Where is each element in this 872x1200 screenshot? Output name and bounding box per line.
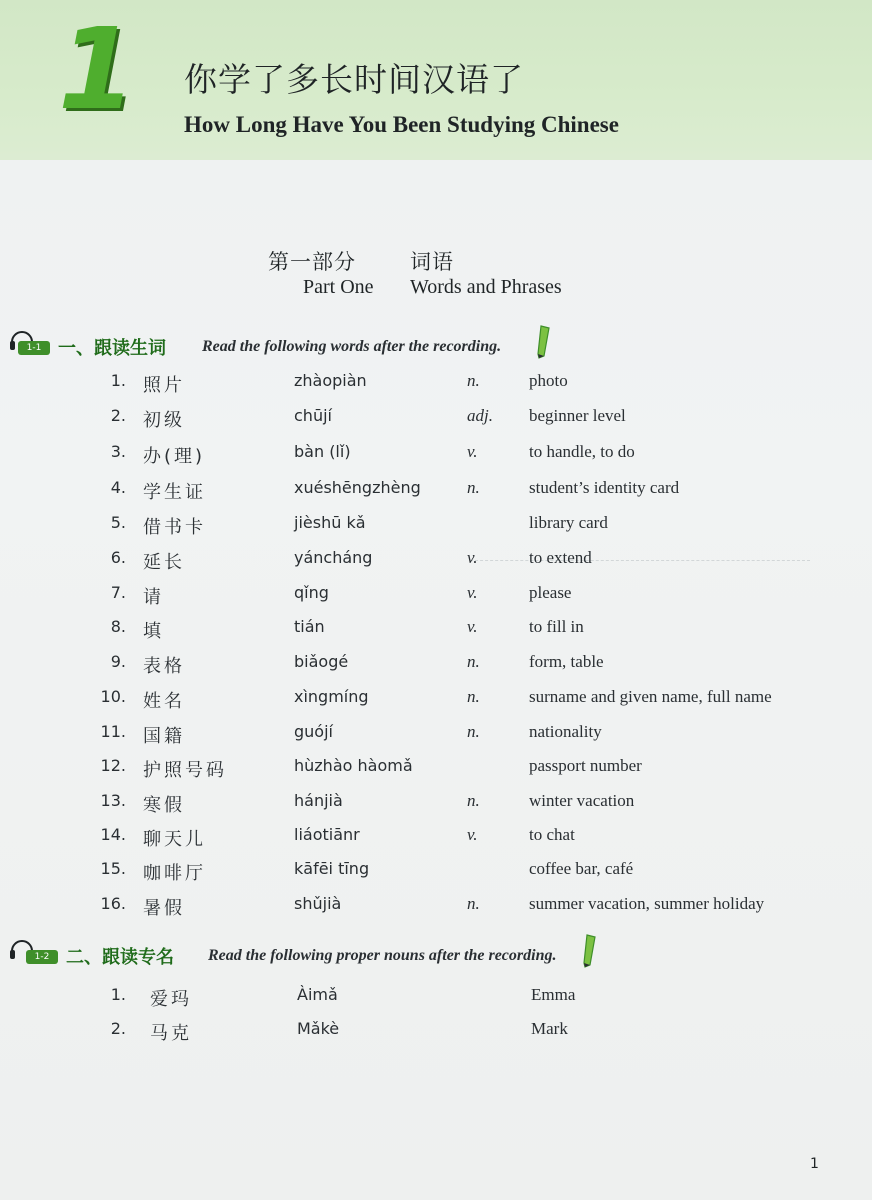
item-translation: coffee bar, café xyxy=(529,859,634,878)
item-hanzi: 借书卡 xyxy=(143,517,206,538)
item-part-of-speech: v. xyxy=(467,548,478,567)
item-number: 1. xyxy=(110,371,126,390)
item-number: 11. xyxy=(100,722,126,741)
item-number: 8. xyxy=(110,617,126,636)
item-hanzi: 请 xyxy=(143,587,164,608)
item-translation: to chat xyxy=(529,825,575,844)
chapter-number: 1 xyxy=(58,5,136,135)
item-hanzi: 咖啡厅 xyxy=(143,863,206,884)
section-heading-proper-nouns xyxy=(0,945,872,975)
item-part-of-speech: v. xyxy=(467,825,478,844)
part-topic-chinese: 词语 xyxy=(410,250,454,274)
item-number: 1. xyxy=(110,985,126,1004)
item-pinyin: chūjí xyxy=(294,406,332,425)
item-hanzi: 照片 xyxy=(143,375,185,396)
item-translation: surname and given name, full name xyxy=(529,687,772,706)
item-translation: beginner level xyxy=(529,406,626,425)
item-part-of-speech: n. xyxy=(467,478,480,497)
section-instruction-english: Read the following words after the recording. xyxy=(202,338,502,355)
item-pinyin: hùzhào hàomǎ xyxy=(294,756,413,775)
item-number: 16. xyxy=(100,894,126,913)
item-translation: Emma xyxy=(531,985,576,1004)
item-hanzi: 聊天儿 xyxy=(143,829,206,850)
item-translation: student’s identity card xyxy=(529,478,680,497)
item-part-of-speech: n. xyxy=(467,652,480,671)
vocab-row xyxy=(0,548,872,582)
part-label-chinese: 第一部分 xyxy=(268,250,356,274)
proper-noun-row xyxy=(0,985,872,1019)
part-label-english: Part One xyxy=(303,276,374,298)
vocab-row xyxy=(0,825,872,859)
item-pinyin: bàn (lǐ) xyxy=(294,442,351,461)
item-hanzi: 学生证 xyxy=(143,482,206,503)
item-part-of-speech: n. xyxy=(467,791,480,810)
item-translation: passport number xyxy=(529,756,642,775)
vocab-row xyxy=(0,513,872,547)
item-number: 13. xyxy=(100,791,126,810)
section-title-chinese: 一、跟读生词 xyxy=(58,338,166,359)
item-hanzi: 初级 xyxy=(143,410,185,431)
item-part-of-speech: n. xyxy=(467,371,480,390)
item-hanzi: 填 xyxy=(143,621,164,642)
item-number: 6. xyxy=(110,548,126,567)
item-pinyin: kāfēi tīng xyxy=(294,859,370,878)
vocab-row xyxy=(0,406,872,440)
section-instruction-english: Read the following proper nouns after the recording. xyxy=(208,947,557,964)
vocab-row xyxy=(0,894,872,928)
item-part-of-speech: v. xyxy=(467,442,478,461)
item-hanzi: 暑假 xyxy=(143,898,185,919)
item-part-of-speech: n. xyxy=(467,894,480,913)
item-pinyin: shǔjià xyxy=(294,894,342,913)
item-translation: nationality xyxy=(529,722,602,741)
item-translation: please xyxy=(529,583,572,602)
item-number: 3. xyxy=(110,442,126,461)
item-part-of-speech: v. xyxy=(467,617,478,636)
vocab-row xyxy=(0,687,872,721)
item-number: 9. xyxy=(110,652,126,671)
section-heading-new-words xyxy=(0,336,872,366)
reading-pen-icon xyxy=(579,933,599,975)
item-pinyin: jièshū kǎ xyxy=(294,513,366,532)
item-hanzi: 爱玛 xyxy=(150,989,192,1010)
item-part-of-speech: v. xyxy=(467,583,478,602)
item-translation: winter vacation xyxy=(529,791,635,810)
page-number: 1 xyxy=(810,1156,819,1172)
item-pinyin: qǐng xyxy=(294,583,329,602)
item-number: 7. xyxy=(110,583,126,602)
item-translation: photo xyxy=(529,371,568,390)
item-part-of-speech: n. xyxy=(467,687,480,706)
vocab-row xyxy=(0,756,872,790)
item-number: 4. xyxy=(110,478,126,497)
item-translation: to handle, to do xyxy=(529,442,635,461)
item-hanzi: 延长 xyxy=(143,552,185,573)
item-pinyin: tián xyxy=(294,617,325,636)
item-number: 10. xyxy=(100,687,126,706)
vocab-row xyxy=(0,478,872,512)
item-hanzi: 护照号码 xyxy=(143,760,227,781)
item-translation: Mark xyxy=(531,1019,568,1038)
item-pinyin: zhàopiàn xyxy=(294,371,367,390)
item-pinyin: Mǎkè xyxy=(297,1019,340,1038)
item-hanzi: 马克 xyxy=(150,1023,192,1044)
item-translation: summer vacation, summer holiday xyxy=(529,894,765,913)
item-pinyin: xuéshēngzhèng xyxy=(294,478,421,497)
chapter-title-chinese: 你学了多长时间汉语了 xyxy=(184,60,524,99)
item-translation: to fill in xyxy=(529,617,584,636)
item-number: 12. xyxy=(100,756,126,775)
part-topic-english: Words and Phrases xyxy=(410,276,562,298)
item-hanzi: 寒假 xyxy=(143,795,185,816)
reading-pen-icon xyxy=(533,324,553,366)
item-translation: to extend xyxy=(529,548,592,567)
section-title-chinese: 二、跟读专名 xyxy=(66,947,174,968)
item-pinyin: hánjià xyxy=(294,791,343,810)
item-pinyin: Àimǎ xyxy=(297,985,338,1004)
vocab-row xyxy=(0,791,872,825)
item-number: 2. xyxy=(110,406,126,425)
item-translation: library card xyxy=(529,513,608,532)
item-hanzi: 办(理) xyxy=(143,446,206,467)
vocab-row xyxy=(0,722,872,756)
item-pinyin: liáotiānr xyxy=(294,825,360,844)
audio-track-badge[interactable]: 1-1 xyxy=(18,341,50,355)
item-hanzi: 国籍 xyxy=(143,726,185,747)
vocab-row xyxy=(0,652,872,686)
audio-track-badge[interactable]: 1-2 xyxy=(26,950,58,964)
chapter-title-english: How Long Have You Been Studying Chinese xyxy=(184,112,619,137)
vocab-row xyxy=(0,442,872,476)
item-number: 15. xyxy=(100,859,126,878)
vocab-row xyxy=(0,583,872,617)
vocab-row xyxy=(0,371,872,405)
item-pinyin: xìngmíng xyxy=(294,687,369,706)
item-number: 5. xyxy=(110,513,126,532)
vocab-row xyxy=(0,617,872,651)
item-pinyin: biǎogé xyxy=(294,652,349,671)
item-hanzi: 姓名 xyxy=(143,691,185,712)
item-number: 14. xyxy=(100,825,126,844)
item-hanzi: 表格 xyxy=(143,656,185,677)
item-translation: form, table xyxy=(529,652,604,671)
vocab-row xyxy=(0,859,872,893)
proper-noun-row xyxy=(0,1019,872,1053)
item-number: 2. xyxy=(110,1019,126,1038)
item-pinyin: yáncháng xyxy=(294,548,373,567)
item-pinyin: guójí xyxy=(294,722,333,741)
item-part-of-speech: adj. xyxy=(467,406,493,425)
item-part-of-speech: n. xyxy=(467,722,480,741)
